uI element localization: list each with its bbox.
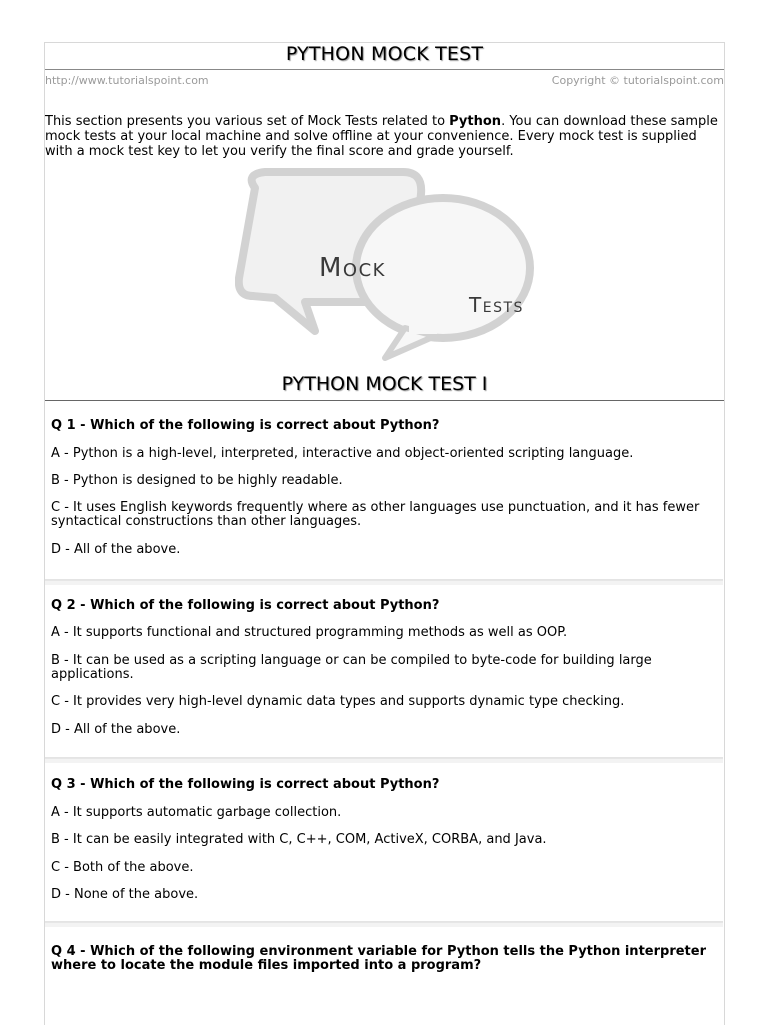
answer-option: B - It can be used as a scripting language or can be compiled to byte-code for building large applications.: [51, 653, 652, 682]
mock-tests-logo: [235, 168, 535, 368]
speech-bubbles-illustration: [235, 168, 535, 368]
answer-option: A - Python is a high-level, interpreted, interactive and object-oriented scripting language.: [51, 446, 634, 461]
answer-option: C - It uses English keywords frequently where as other languages use punctuation, and it has fewer syntactical constructions than other languages.: [51, 500, 700, 529]
question-text: Q 2 - Which of the following is correct about Python?: [51, 598, 440, 613]
section-title: PYTHON MOCK TEST I: [281, 373, 488, 395]
answer-option: A - It supports automatic garbage collection.: [51, 805, 342, 820]
document-page: [44, 42, 725, 1025]
question-card: [45, 763, 723, 922]
logo-word-tests: Tests: [469, 293, 524, 317]
answer-option: B - It can be easily integrated with C, C++, COM, ActiveX, CORBA, and Java.: [51, 832, 547, 847]
question-text: Q 1 - Which of the following is correct about Python?: [51, 418, 440, 433]
right-bubble-cover: [409, 324, 437, 334]
answer-option: B - Python is designed to be highly readable.: [51, 473, 343, 488]
answer-option: A - It supports functional and structured programming methods as well as OOP.: [51, 625, 568, 640]
question-card: [45, 585, 723, 758]
intro-text-start: This section presents you various set of Mock Tests related to: [45, 114, 450, 129]
logo-word-mock: Mock: [319, 253, 386, 283]
answer-option: C - It provides very high-level dynamic data types and supports dynamic type checking.: [51, 694, 625, 709]
answer-option: D - None of the above.: [51, 887, 199, 902]
intro-paragraph: [45, 114, 724, 159]
answer-option: C - Both of the above.: [51, 860, 194, 875]
intro-text-end: . You can download these sample mock tests at your local machine and solve offline at your convenience. Every mock test is supplied with a mock test key to let you verify the final score and grade yourself.: [45, 114, 718, 159]
source-url: http://www.tutorialspoint.com: [45, 74, 209, 87]
answer-option: D - All of the above.: [51, 722, 181, 737]
intro-text-bold: Python: [449, 114, 502, 129]
question-text: Q 4 - Which of the following environment variable for Python tells the Python interpreter where to locate the module files imported into a program?: [51, 944, 706, 973]
question-card: [45, 927, 723, 1025]
copyright-notice: Copyright © tutorialspoint.com: [551, 74, 724, 87]
question-card: [45, 401, 723, 580]
answer-option: D - All of the above.: [51, 542, 181, 557]
title-divider: [45, 69, 724, 70]
document-title: PYTHON MOCK TEST: [285, 43, 484, 65]
question-text: Q 3 - Which of the following is correct about Python?: [51, 777, 440, 792]
